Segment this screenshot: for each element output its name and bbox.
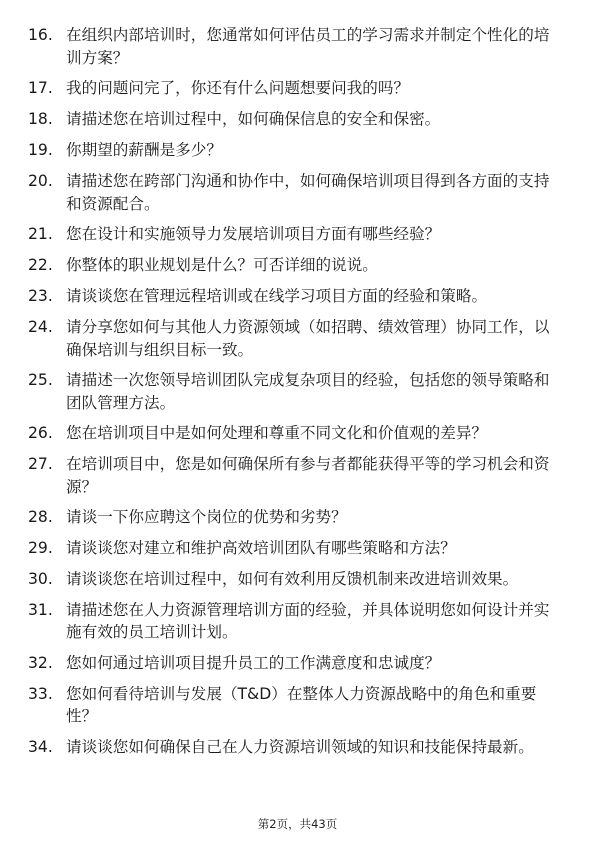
question-item-16	[0, 24, 595, 69]
question-list	[0, 24, 595, 766]
question-item-34	[0, 736, 595, 759]
question-text: 在培训项目中，您是如何确保所有参与者都能获得平等的学习机会和资源？	[66, 455, 550, 496]
question-number: 20.	[28, 172, 53, 190]
question-text: 请描述您在培训过程中，如何确保信息的安全和保密。	[66, 110, 441, 128]
question-item-27	[0, 453, 595, 498]
question-item-30	[0, 568, 595, 591]
question-item-26	[0, 422, 595, 445]
question-item-24	[0, 316, 595, 361]
question-item-20	[0, 170, 595, 215]
question-item-28	[0, 506, 595, 529]
question-number: 30.	[28, 570, 53, 588]
question-number: 28.	[28, 508, 53, 526]
question-number: 29.	[28, 539, 53, 557]
question-number: 21.	[28, 225, 53, 243]
question-number: 16.	[28, 26, 53, 44]
question-item-22	[0, 254, 595, 277]
question-item-17	[0, 77, 595, 100]
question-text: 你整体的职业规划是什么？可否详细的说说。	[66, 256, 378, 274]
question-text: 你期望的薪酬是多少？	[66, 141, 222, 159]
question-item-32	[0, 652, 595, 675]
question-number: 22.	[28, 256, 53, 274]
question-text: 您在设计和实施领导力发展培训项目方面有哪些经验？	[66, 225, 441, 243]
question-text: 您如何通过培训项目提升员工的工作满意度和忠诚度？	[66, 653, 441, 672]
question-number: 31.	[28, 600, 53, 619]
question-text: 请谈谈您对建立和维护高效培训团队有哪些策略和方法？	[66, 539, 456, 557]
question-item-19	[0, 139, 595, 162]
question-text: 请分享您如何与其他人力资源领域（如招聘、绩效管理）协同工作，以确保培训与组织目标一致。	[66, 318, 550, 359]
question-number: 33.	[28, 684, 53, 703]
question-text: 请谈谈您如何确保自己在人力资源培训领域的知识和技能保持最新。	[66, 737, 534, 756]
question-item-18	[0, 108, 595, 131]
question-item-29	[0, 537, 595, 560]
question-item-21	[0, 223, 595, 246]
question-text: 请谈谈您在管理远程培训或在线学习项目方面的经验和策略。	[66, 287, 488, 305]
page-footer	[0, 816, 595, 832]
question-text: 请描述您在跨部门沟通和协作中，如何确保培训项目得到各方面的支持和资源配合。	[66, 172, 550, 213]
question-item-31	[0, 599, 595, 644]
question-number: 32.	[28, 653, 53, 672]
question-number: 19.	[28, 141, 53, 159]
question-number: 23.	[28, 287, 53, 305]
question-number: 26.	[28, 424, 53, 442]
question-text: 您如何看待培训与发展（T&D）在整体人力资源战略中的角色和重要性？	[66, 684, 537, 725]
question-number: 34.	[28, 737, 53, 756]
question-number: 18.	[28, 110, 53, 128]
question-text: 我的问题问完了，你还有什么问题想要问我的吗？	[66, 79, 410, 97]
question-text: 在组织内部培训时，您通常如何评估员工的学习需求并制定个性化的培训方案？	[66, 26, 550, 67]
question-item-33	[0, 683, 595, 728]
question-text: 请描述一次您领导培训团队完成复杂项目的经验，包括您的领导策略和团队管理方法。	[66, 371, 550, 412]
question-item-23	[0, 285, 595, 308]
question-number: 24.	[28, 318, 53, 336]
question-text: 请谈谈您在培训过程中，如何有效利用反馈机制来改进培训效果。	[66, 570, 519, 588]
question-number: 17.	[28, 79, 53, 97]
question-text: 请描述您在人力资源管理培训方面的经验，并具体说明您如何设计并实施有效的员工培训计划。	[66, 600, 550, 641]
page-number-label: 第2页，共43页	[257, 817, 338, 831]
question-item-25	[0, 369, 595, 414]
question-text: 请谈一下你应聘这个岗位的优势和劣势？	[66, 508, 347, 526]
question-number: 27.	[28, 455, 53, 473]
question-number: 25.	[28, 371, 53, 389]
question-text: 您在培训项目中是如何处理和尊重不同文化和价值观的差异？	[66, 424, 488, 442]
